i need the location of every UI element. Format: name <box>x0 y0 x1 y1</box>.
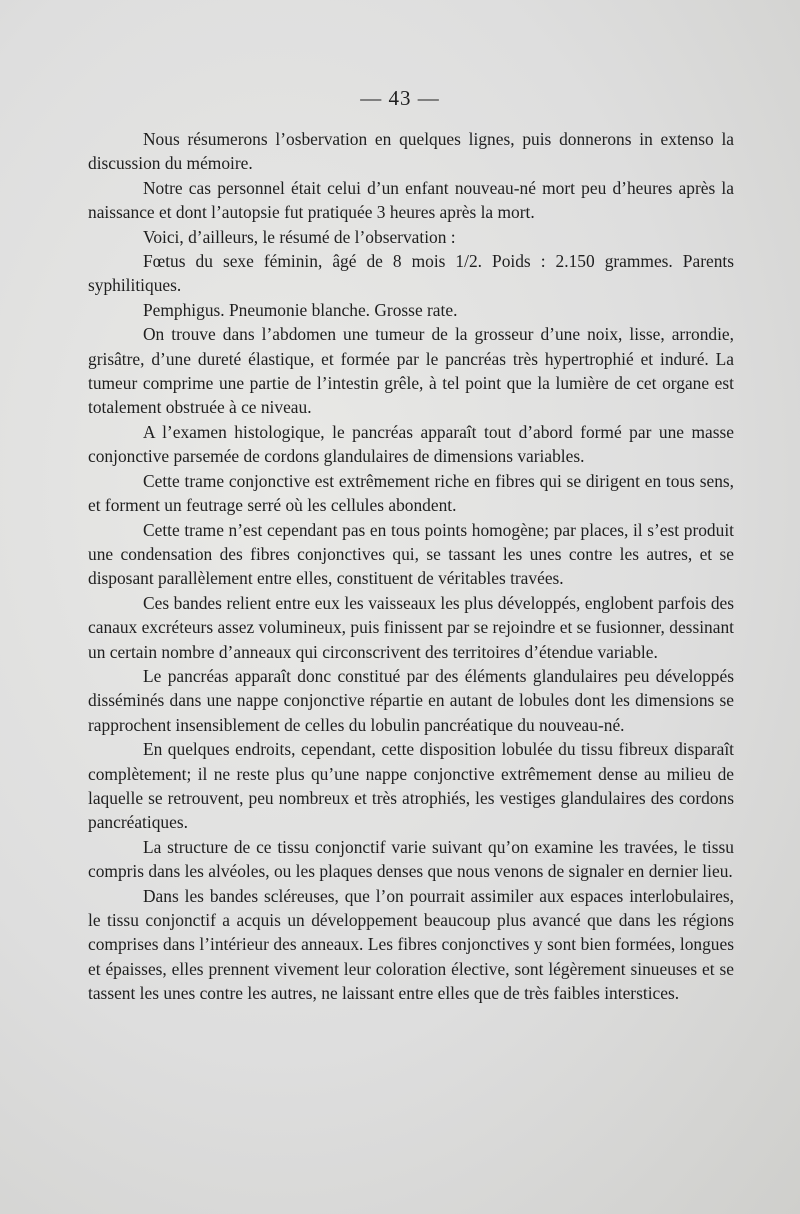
paragraph: Nous résumerons l’osbervation en quelques lignes, puis donnerons in extenso la discussion du mémoire. <box>88 129 734 174</box>
paragraph: Cette trame conjonctive est extrêmement riche en fibres qui se dirigent en tous sens, et forment un feutrage serré où les cellules abondent. <box>88 470 734 516</box>
body-text <box>88 127 734 1006</box>
paragraph: En quelques endroits, cependant, cette disposition lobulée du tissu fibreux disparaît complètement; il ne reste plus qu’une nappe conjonctive extrêmement dense au milieu de laquelle se retrouvent, peu nombreux et très atrophiés, les vestiges glandulaires des cordons pancréatiques. <box>88 739 734 833</box>
paragraph: Le pancréas apparaît donc constitué par des éléments glandulaires peu développés disséminés dans une nappe conjonctive répartie en autant de lobules dont les dimensions se rapprochent insensiblement de celles du lobulin pancréatique du nouveau-né. <box>88 665 734 735</box>
page-number: — 43 — <box>360 86 440 110</box>
paragraph: Cette trame n’est cependant pas en tous points homogène; par places, il s’est produit une condensation des fibres conjonctives qui, se tassant les unes contre les autres, et se disposant parallèlement entre elles, constituent de véritables travées. <box>88 519 734 589</box>
paragraph: Ces bandes relient entre eux les vaisseaux les plus développés, englobent parfois des canaux excréteurs assez volumineux, puis finissent par se rejoindre et se fusionner, dessinant un certain nombre d’anneaux qui circonscrivent des territoires d’étendue variable. <box>88 592 734 662</box>
paragraph: La structure de ce tissu conjonctif varie suivant qu’on examine les travées, le tissu compris dans les alvéoles, ou les plaques denses que nous venons de signaler en dernier lieu. <box>88 836 734 882</box>
paragraph: On trouve dans l’abdomen une tumeur de la grosseur d’une noix, lisse, arrondie, grisâtre, d’une dureté élastique, et formée par le pancréas très hypertrophié et induré. La tumeur comprime une partie de l’intestin grêle, à tel point que la lumière de cet organe est totalement obstruée à ce niveau. <box>88 324 734 418</box>
paragraph: Notre cas personnel était celui d’un enfant nouveau-né mort peu d’heures après la naissance et dont l’autopsie fut pratiquée 3 heures après la mort. <box>88 177 734 223</box>
paragraph: Fœtus du sexe féminin, âgé de 8 mois 1/2. Poids : 2.150 grammes. Parents syphilitiques. <box>88 251 734 296</box>
paragraph: Voici, d’ailleurs, le résumé de l’observation : <box>143 226 456 247</box>
paragraph: Dans les bandes scléreuses, que l’on pourrait assimiler aux espaces interlobulaires, le tissu conjonctif a acquis un développement beaucoup plus avancé que dans les régions comprises dans l’intérieur des anneaux. Les fibres conjonctives y sont bien formées, longues et épaisses, elles prennent vivement leur coloration élective, sont légèrement sinueuses et se tassent les unes contre les autres, ne laissant entre elles que de très faibles interstices. <box>88 885 734 1004</box>
paragraph: A l’examen histologique, le pancréas apparaît tout d’abord formé par une masse conjonctive parsemée de cordons glandulaires de dimensions variables. <box>88 421 734 467</box>
paragraph: Pemphigus. Pneumonie blanche. Grosse rate. <box>143 299 458 320</box>
